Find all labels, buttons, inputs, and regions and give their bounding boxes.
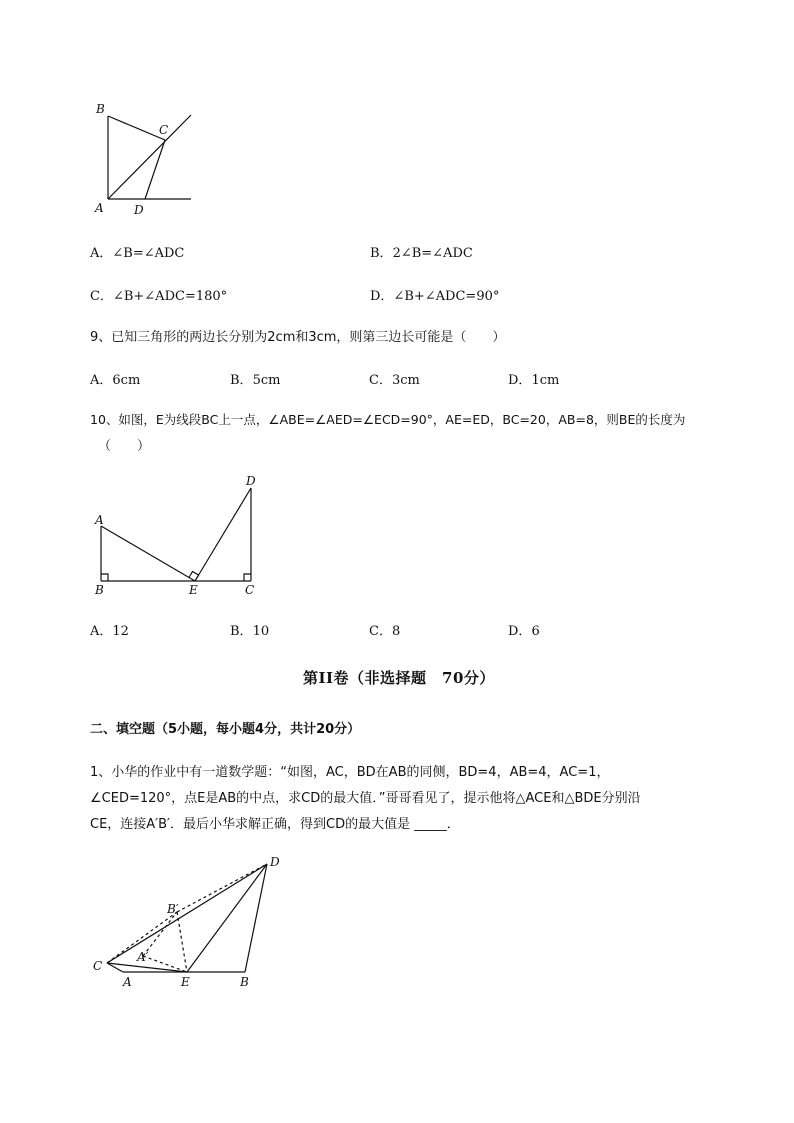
q10-option-b[interactable]: [230, 620, 269, 639]
point-label-B: B: [240, 975, 249, 989]
point-label-E: E: [189, 583, 198, 597]
q10-stem-line1: 10、如图，E为线段BC上一点，∠ABE=∠AED=∠ECD=90°，AE=ED，BC=20，AB=8，则BE的长度为: [90, 412, 686, 427]
section2-heading: 二、填空题（5小题，每小题4分，共计20分）: [90, 722, 361, 737]
q8-option-d[interactable]: [370, 285, 499, 304]
point-label-A: A: [123, 975, 132, 989]
option-letter: C．: [90, 289, 113, 304]
option-letter: A．: [90, 624, 113, 639]
option-text: 10: [252, 624, 270, 639]
option-text: ∠B+∠ADC=180°: [112, 289, 228, 304]
q9-option-d[interactable]: [508, 369, 559, 388]
option-letter: A．: [90, 246, 113, 261]
option-letter: B．: [230, 624, 253, 639]
point-label-A-prime: A′: [137, 950, 149, 964]
q8-option-a[interactable]: [90, 242, 184, 261]
point-label-C: C: [159, 123, 169, 137]
q9-option-b[interactable]: [230, 369, 280, 388]
option-letter: D．: [508, 624, 532, 639]
q10-option-a[interactable]: [90, 620, 129, 639]
fill1-line2: ∠CED=120°，点E是AB的中点，求CD的最大值．”哥哥看见了，提示他将△ACE和△BDE分别沿: [90, 791, 641, 806]
option-letter: D．: [370, 289, 394, 304]
point-label-A: A: [95, 201, 104, 215]
point-label-C: C: [245, 583, 255, 597]
option-text: ∠B=∠ADC: [112, 246, 185, 261]
q8-option-b[interactable]: [370, 242, 473, 261]
fill1-line1: 1、小华的作业中有一道数学题：“如图，AC，BD在AB的同侧，BD=4，AB=4，AC=1，: [90, 765, 610, 780]
point-label-D: D: [270, 855, 280, 869]
point-label-B: B: [95, 583, 104, 597]
part2-title: 第II卷（非选择题 70分）: [303, 669, 495, 687]
option-text: 8: [391, 624, 401, 639]
q10-option-d[interactable]: [508, 620, 540, 639]
q8-option-c[interactable]: [90, 285, 227, 304]
q10-stem-line2: （ ）: [98, 439, 151, 454]
point-label-B-prime: B′: [167, 902, 179, 916]
q9-option-a[interactable]: [90, 369, 140, 388]
point-label-A: A: [95, 513, 104, 527]
point-label-D: D: [134, 203, 144, 217]
option-text: 12: [112, 624, 129, 639]
q10-option-c[interactable]: [369, 620, 400, 639]
option-letter: B．: [370, 246, 393, 261]
q10-figure: [85, 470, 270, 600]
option-letter: B．: [230, 373, 253, 388]
option-letter: C．: [369, 624, 392, 639]
option-text: 1cm: [531, 373, 560, 388]
option-text: 3cm: [391, 373, 420, 388]
point-label-D: D: [246, 474, 256, 488]
option-text: 2∠B=∠ADC: [392, 246, 473, 261]
option-letter: A．: [90, 373, 113, 388]
q9-stem: 9、已知三角形的两边长分别为2cm和3cm，则第三边长可能是（ ）: [90, 330, 506, 345]
option-letter: D．: [508, 373, 532, 388]
option-text: 5cm: [252, 373, 281, 388]
q8-figure: [85, 95, 205, 220]
point-label-B: B: [96, 102, 105, 116]
q9-option-c[interactable]: [369, 369, 420, 388]
option-letter: C．: [369, 373, 392, 388]
option-text: 6: [531, 624, 540, 639]
point-label-E: E: [181, 975, 190, 989]
fill1-figure: [85, 850, 290, 995]
option-text: ∠B+∠ADC=90°: [393, 289, 500, 304]
fill1-line3: CE，连接A′B′．最后小华求解正确，得到CD的最大值是 _____．: [90, 817, 460, 832]
point-label-C: C: [93, 959, 103, 973]
option-text: 6cm: [112, 373, 141, 388]
